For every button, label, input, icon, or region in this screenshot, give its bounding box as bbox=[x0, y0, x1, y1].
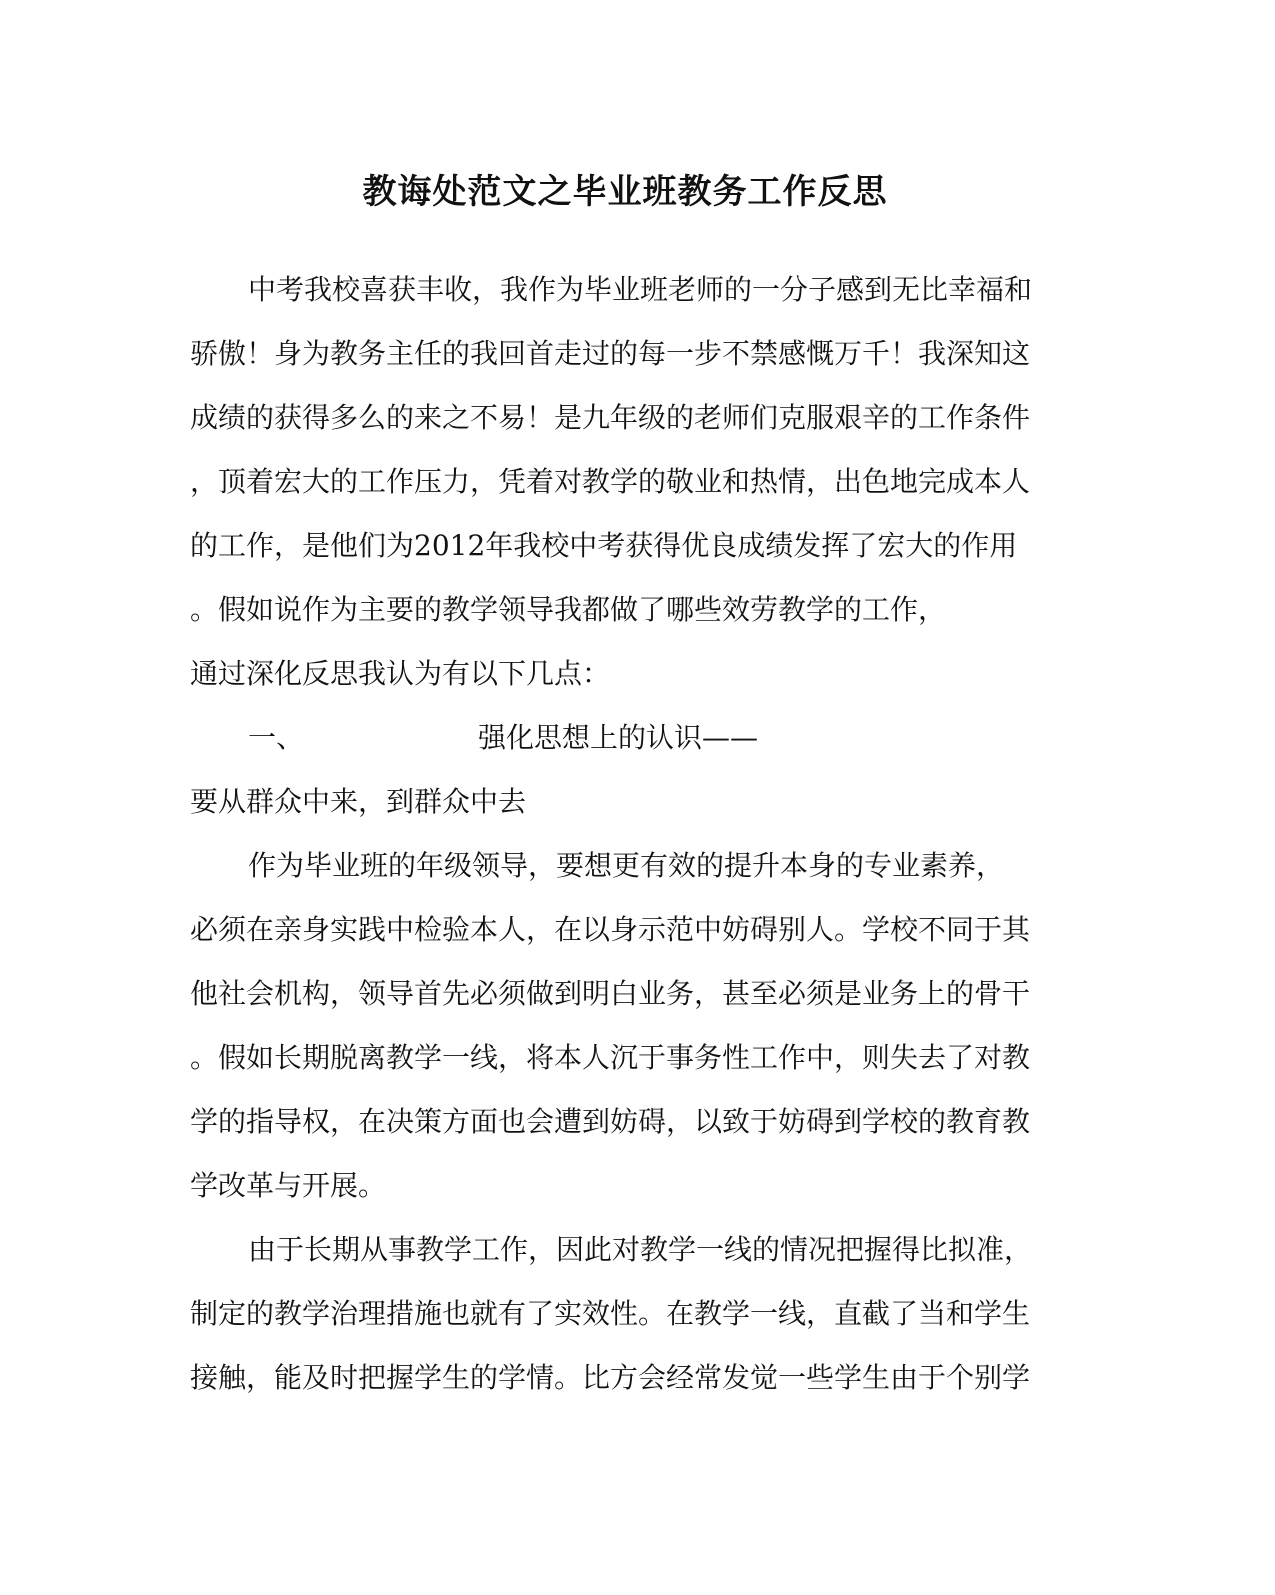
paragraph-line: 他社会机构，领导首先必须做到明白业务，甚至必须是业务上的骨干 bbox=[190, 977, 1031, 1010]
paragraph-line: 通过深化反思我认为有以下几点： bbox=[190, 657, 611, 690]
paragraph-line: 学改革与开展。 bbox=[190, 1169, 387, 1202]
paragraph-line: 由于长期从事教学工作，因此对教学一线的情况把握得比拟准， bbox=[248, 1233, 1033, 1266]
paragraph-line: 必须在亲身实践中检验本人，在以身示范中妨碍别人。学校不同于其 bbox=[190, 913, 1031, 946]
section-heading: 强化思想上的认识—— bbox=[478, 721, 759, 754]
paragraph-line: 中考我校喜获丰收，我作为毕业班老师的一分子感到无比幸福和 bbox=[248, 273, 1033, 306]
paragraph-line: 作为毕业班的年级领导，要想更有效的提升本身的专业素养， bbox=[248, 849, 1005, 882]
paragraph-line: ，顶着宏大的工作压力，凭着对教学的敬业和热情，出色地完成本人 bbox=[190, 465, 1031, 498]
paragraph-line: 。假如说作为主要的教学领导我都做了哪些效劳教学的工作， bbox=[190, 593, 947, 626]
paragraph-line: 骄傲！身为教务主任的我回首走过的每一步不禁感慨万千！我深知这 bbox=[190, 337, 1031, 370]
paragraph-line: 的工作，是他们为2012年我校中考获得优良成绩发挥了宏大的作用 bbox=[190, 529, 1018, 562]
paragraph-line: 接触，能及时把握学生的学情。比方会经常发觉一些学生由于个别学 bbox=[190, 1361, 1031, 1394]
paragraph-line: 要从群众中来，到群众中去 bbox=[190, 785, 527, 818]
section-number: 一、 bbox=[248, 721, 305, 754]
document-title: 教诲处范文之毕业班教务工作反思 bbox=[362, 172, 888, 212]
paragraph-line: 学的指导权，在决策方面也会遭到妨碍，以致于妨碍到学校的教育教 bbox=[190, 1105, 1031, 1138]
paragraph-line: 。假如长期脱离教学一线，将本人沉于事务性工作中，则失去了对教 bbox=[190, 1041, 1031, 1074]
paragraph-line: 成绩的获得多么的来之不易！是九年级的老师们克服艰辛的工作条件 bbox=[190, 401, 1031, 434]
paragraph-line: 制定的教学治理措施也就有了实效性。在教学一线，直截了当和学生 bbox=[190, 1297, 1031, 1330]
